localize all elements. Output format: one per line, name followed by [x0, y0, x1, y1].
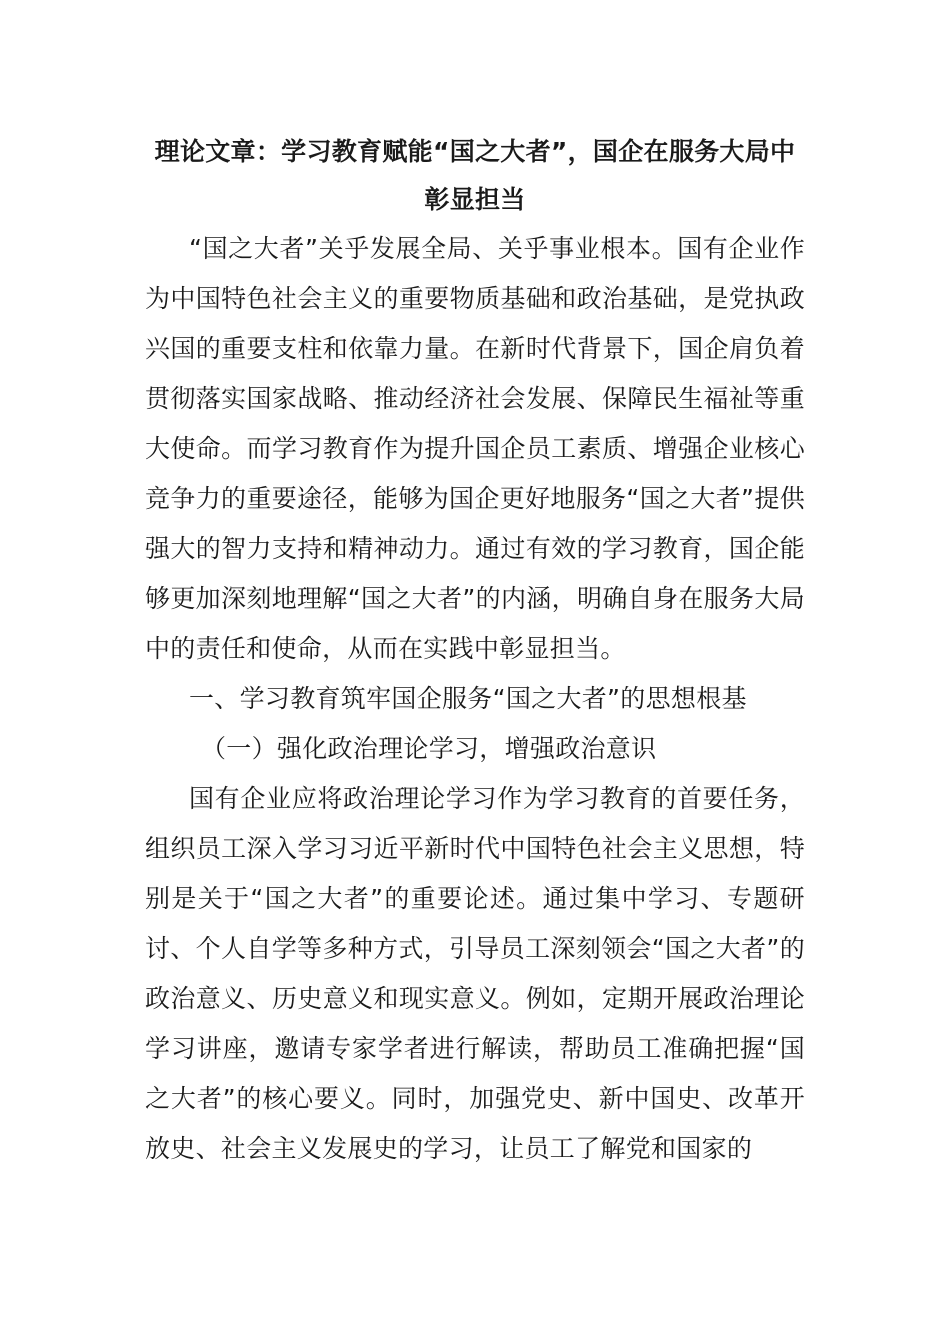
subsection-paragraph: 国有企业应将政治理论学习作为学习教育的首要任务，组织员工深入学习习近平新时代中国特色社会主义思想，特别是关于“国之大者”的重要论述。通过集中学习、专题研讨、个人自学等多种方式，引导员工深刻领会“国之大者”的政治意义、历史意义和现实意义。例如，定期开展政治理论学习讲座，邀请专家学者进行解读，帮助员工准确把握“国之大者”的核心要义。同时，加强党史、新中国史、改革开放史、社会主义发展史的学习，让员工了解党和国家的 [145, 784, 805, 1163]
document-page [145, 128, 805, 1174]
subsection-heading: （一）强化政治理论学习，增强政治意识 [201, 734, 657, 763]
section-heading: 一、学习教育筑牢国企服务“国之大者”的思想根基 [189, 684, 747, 713]
intro-paragraph: “国之大者”关乎发展全局、关乎事业根本。国有企业作为中国特色社会主义的重要物质基础和政治基础，是党执政兴国的重要支柱和依靠力量。在新时代背景下，国企肩负着贯彻落实国家战略、推动经济社会发展、保障民生福祉等重大使命。而学习教育作为提升国企员工素质、增强企业核心竞争力的重要途径，能够为国企更好地服务“国之大者”提供强大的智力支持和精神动力。通过有效的学习教育，国企能够更加深刻地理解“国之大者”的内涵，明确自身在服务大局中的责任和使命，从而在实践中彰显担当。 [145, 234, 805, 663]
document-title: 理论文章：学习教育赋能“国之大者”，国企在服务大局中彰显担当 [154, 137, 796, 214]
